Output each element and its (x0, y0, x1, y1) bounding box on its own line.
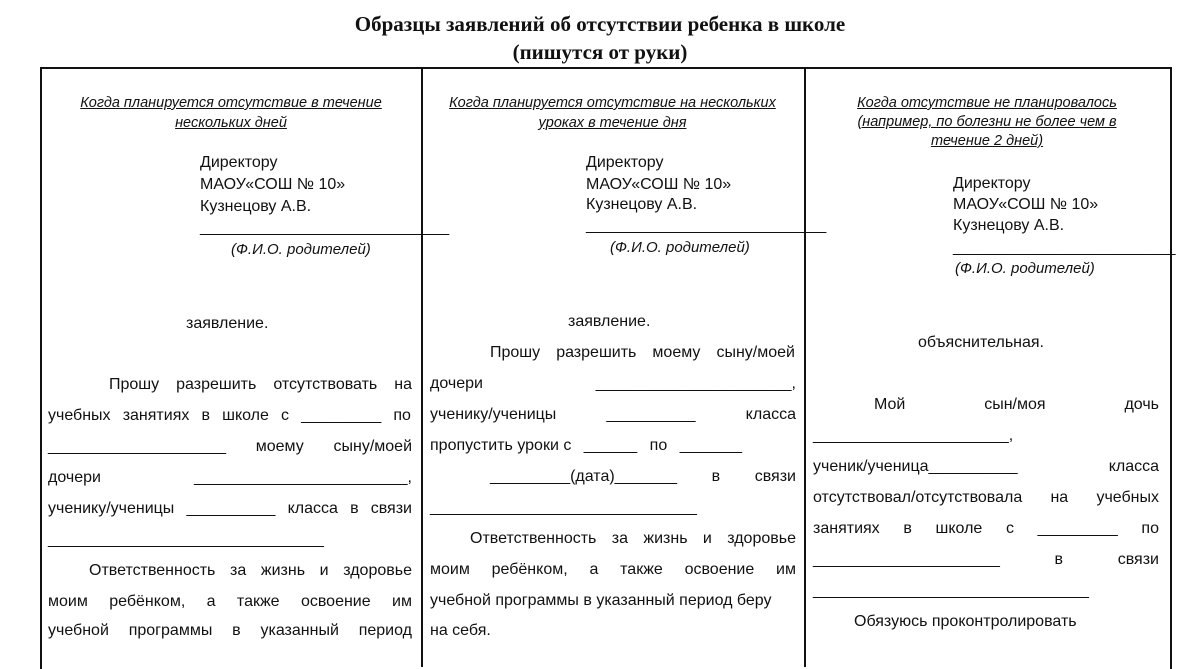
addressee-school: МАОУ«СОШ № 10» (953, 196, 1099, 213)
addressee-position: Директору (200, 154, 278, 171)
addressee-position: Директору (953, 175, 1031, 192)
body-line: дочери ________________________, (48, 469, 412, 486)
body-line: учебной программы в указанный период беру (430, 592, 772, 609)
body-line: учебных занятиях в школе с _________ по (48, 407, 411, 424)
body-line: Обязуюсь проконтролировать (854, 613, 1077, 630)
reason-line: _______________________________ (813, 582, 1089, 599)
column-3-heading: течение 2 дней) (930, 133, 1044, 149)
body-line: моим ребёнком, а также освоение им (48, 593, 412, 610)
reason-line: _______________________________ (48, 531, 324, 548)
document-type: заявление. (186, 315, 269, 332)
column-divider (421, 67, 423, 667)
parent-name-caption: (Ф.И.О. родителей) (231, 241, 371, 258)
addressee-name: Кузнецову А.В. (953, 217, 1065, 234)
column-3-heading: Когда отсутствие не планировалось (857, 95, 1117, 111)
student-name-line: ______________________, (813, 427, 1014, 444)
body-line: дочери ______________________, (430, 375, 796, 392)
addressee-name: Кузнецову А.В. (200, 198, 312, 215)
body-line: Ответственность за жизнь и здоровье (89, 562, 412, 579)
body-line: _____________________ в связи (813, 551, 1159, 568)
body-line: ____________________ моему сыну/моей (48, 438, 412, 455)
column-divider (804, 67, 806, 667)
body-line: Прошу разрешить моему сыну/моей (490, 344, 795, 361)
parent-name-line: ____________________________ (200, 219, 450, 236)
addressee-name: Кузнецову А.В. (586, 196, 698, 213)
body-line: на себя. (430, 622, 491, 639)
body-line: занятиях в школе с _________ по (813, 520, 1159, 537)
body-line: учебной программы в указанный период (48, 622, 412, 639)
addressee-school: МАОУ«СОШ № 10» (200, 176, 346, 193)
parent-name-caption: (Ф.И.О. родителей) (610, 239, 750, 256)
document-type: объяснительная. (918, 334, 1044, 351)
body-line: ученику/ученицы __________ класса в связи (48, 500, 412, 517)
parent-name-caption: (Ф.И.О. родителей) (955, 260, 1095, 277)
body-line: отсутствовал/отсутствовала на учебных (813, 489, 1159, 506)
addressee-school: МАОУ«СОШ № 10» (586, 176, 732, 193)
document-subtitle: (пишутся от руки) (512, 40, 688, 64)
body-line: Мой сын/моя дочь (874, 396, 1159, 413)
body-line: моим ребёнком, а также освоение им (430, 561, 796, 578)
column-1-heading: Когда планируется отсутствие в течение нескольких дней (80, 95, 382, 131)
body-line: _________(дата)_______ в связи (490, 468, 796, 485)
column-3-heading: (например, по болезни не более чем в (857, 114, 1117, 130)
parent-name-line: _________________________ (953, 239, 1176, 256)
body-line: ученику/ученицы __________ класса (430, 406, 796, 423)
body-line: ученик/ученица__________ класса (813, 458, 1159, 475)
body-line: пропустить уроки с ______ по _______ (430, 437, 742, 454)
column-2-heading: Когда планируется отсутствие на нескольких уроках в течение дня (449, 95, 776, 131)
body-line: Ответственность за жизнь и здоровье (470, 530, 796, 547)
parent-name-line: ___________________________ (586, 217, 827, 234)
document-type: заявление. (568, 313, 651, 330)
addressee-position: Директору (586, 154, 664, 171)
reason-line: ______________________________ (430, 499, 697, 516)
document-title: Образцы заявлений об отсутствии ребенка в школе (354, 12, 846, 36)
body-line: Прошу разрешить отсутствовать на (109, 376, 412, 393)
